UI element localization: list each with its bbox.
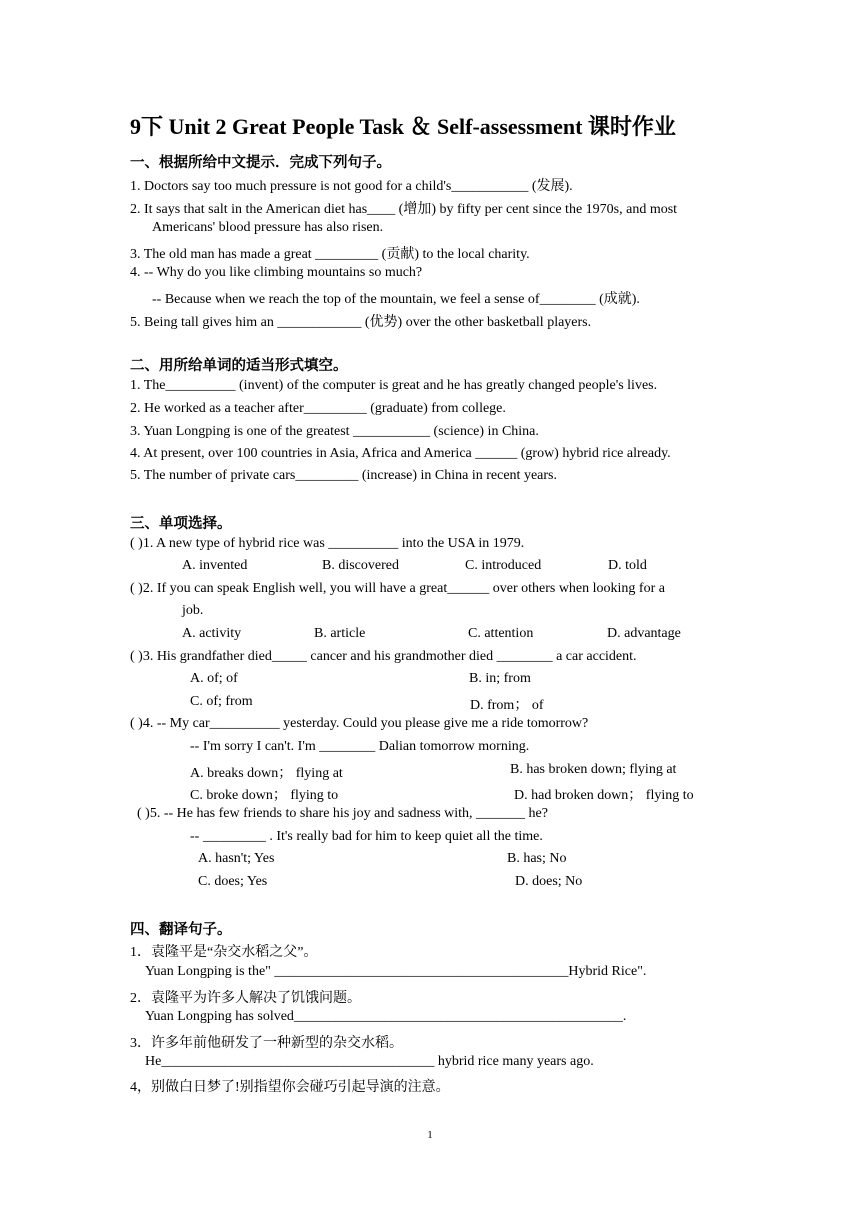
q5-option-d: D. does; No: [515, 874, 583, 889]
page-title: 9下 Unit 2 Great People Task ＆ Self-assessment 课时作业: [130, 114, 676, 139]
s1-item-5: 5. Being tall gives him an ____________ (优势) over the other basketball players.: [130, 315, 592, 330]
q3-option-b: B. in; from: [469, 671, 531, 686]
translation-4-chinese: 4，别做白日梦了!别指望你会碰巧引起导演的注意。: [130, 1080, 450, 1095]
q2-option-a: A. activity: [182, 626, 242, 641]
translation-1-chinese: 1．袁隆平是“杂交水稻之父”。: [130, 945, 318, 960]
q4-option-a: A. breaks down； flying at: [190, 766, 343, 781]
q1-stem: ( )1. A new type of hybrid rice was __________ into the USA in 1979.: [130, 536, 525, 551]
q1-option-d: D. told: [608, 558, 647, 573]
s1-item-2: 2. It says that salt in the American diet has____ (增加) by fifty per cent since the 1970s, and most: [130, 202, 678, 217]
q4-option-d: D. had broken down； flying to: [514, 788, 694, 803]
q3-option-c: C. of; from: [190, 694, 253, 709]
s2-item-2: 2. He worked as a teacher after_________ (graduate) from college.: [130, 401, 506, 416]
q1-option-a: A. invented: [182, 558, 248, 573]
section-3-heading: 三、单项选择。: [130, 516, 232, 532]
s2-item-5: 5. The number of private cars_________ (increase) in China in recent years.: [130, 468, 557, 483]
q1-option-b: B. discovered: [322, 558, 399, 573]
q4-stem-cont: -- I'm sorry I can't. I'm ________ Dalian tomorrow morning.: [190, 739, 530, 754]
s2-item-1: 1. The__________ (invent) of the computer is great and he has greatly changed people's lives.: [130, 378, 658, 393]
translation-2-english: Yuan Longping has solved_______________________________________________.: [145, 1009, 627, 1024]
s1-item-4-answer: -- Because when we reach the top of the mountain, we feel a sense of________ (成就).: [152, 292, 640, 307]
q4-option-c: C. broke down； flying to: [190, 788, 339, 803]
q4-option-b: B. has broken down; flying at: [510, 762, 677, 777]
q2-option-b: B. article: [314, 626, 366, 641]
s1-item-4: 4. -- Why do you like climbing mountains so much?: [130, 265, 423, 280]
s1-item-2-cont: Americans' blood pressure has also risen.: [152, 220, 384, 235]
q5-stem-cont: -- _________ . It's really bad for him to keep quiet all the time.: [190, 829, 543, 844]
q2-stem-cont: job.: [182, 603, 204, 618]
q4-stem: ( )4. -- My car__________ yesterday. Could you please give me a ride tomorrow?: [130, 716, 589, 731]
q5-option-c: C. does; Yes: [198, 874, 268, 889]
s1-item-3: 3. The old man has made a great _________ (贡献) to the local charity.: [130, 247, 530, 262]
s1-item-1: 1. Doctors say too much pressure is not good for a child's___________ (发展).: [130, 179, 573, 194]
q5-stem: ( )5. -- He has few friends to share his joy and sadness with, _______ he?: [137, 806, 548, 821]
s2-item-4: 4. At present, over 100 countries in Asia, Africa and America ______ (grow) hybrid rice already.: [130, 446, 671, 461]
translation-3-english: He_______________________________________ hybrid rice many years ago.: [145, 1054, 594, 1069]
translation-3-chinese: 3．许多年前他研发了一种新型的杂交水稻。: [130, 1036, 403, 1051]
q3-option-d: D. from； of: [470, 698, 544, 713]
q2-stem: ( )2. If you can speak English well, you will have a great______ over others when looking for a: [130, 581, 665, 596]
section-1-heading: 一、根据所给中文提示．完成下列句子。: [130, 155, 391, 171]
q1-option-c: C. introduced: [465, 558, 542, 573]
q2-option-c: C. attention: [468, 626, 534, 641]
q2-option-d: D. advantage: [607, 626, 681, 641]
section-4-heading: 四、翻译句子。: [130, 922, 232, 938]
section-2-heading: 二、用所给单词的适当形式填空。: [130, 358, 348, 374]
page-number: 1: [427, 1129, 433, 1141]
q5-option-a: A. hasn't; Yes: [198, 851, 275, 866]
translation-2-chinese: 2．袁隆平为许多人解决了饥饿问题。: [130, 991, 361, 1006]
q3-stem: ( )3. His grandfather died_____ cancer and his grandmother died ________ a car accident.: [130, 649, 637, 664]
s2-item-3: 3. Yuan Longping is one of the greatest ___________ (science) in China.: [130, 424, 539, 439]
translation-1-english: Yuan Longping is the" __________________________________________Hybrid Rice".: [145, 964, 647, 979]
q3-option-a: A. of; of: [190, 671, 238, 686]
q5-option-b: B. has; No: [507, 851, 567, 866]
